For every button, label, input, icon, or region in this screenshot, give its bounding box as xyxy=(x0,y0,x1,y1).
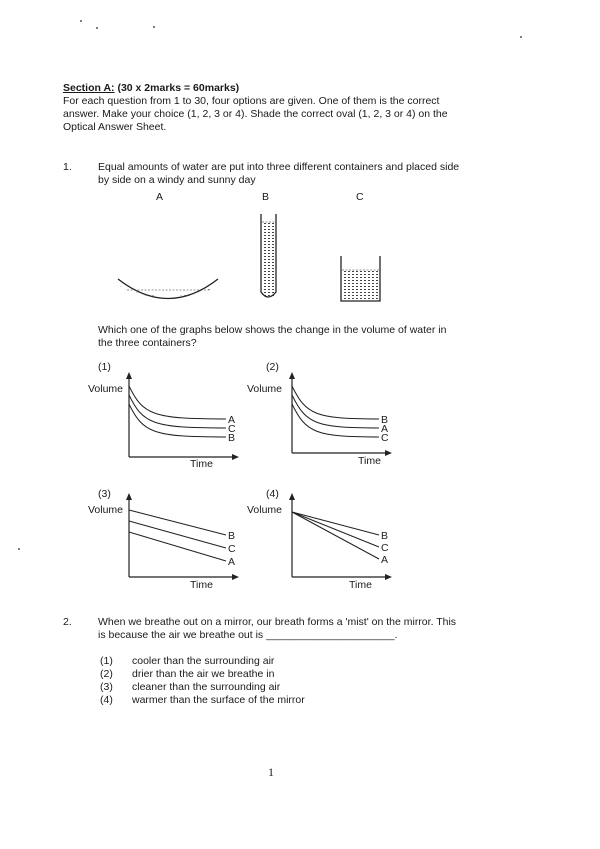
graph-3-series-line-1 xyxy=(129,510,226,535)
graph-4-series-label-1: B xyxy=(381,530,389,542)
question-2-stem-line-2 xyxy=(98,629,398,642)
graph-1-y-axis-arrow xyxy=(126,372,132,379)
page-number: 1 xyxy=(268,765,274,779)
graph-2-xlabel: Time xyxy=(358,455,381,467)
graph-2-ylabel: Volume xyxy=(247,383,283,395)
graph-2-y-axis-arrow xyxy=(289,372,295,379)
graph-3-series-label-1: B xyxy=(228,530,236,542)
section-instructions-line-2: answer. Make your choice (1, 2, 3 or 4). Shade the correct oval (1, 2, 3 or 4) on the xyxy=(63,108,448,120)
graph-1-xlabel: Time xyxy=(190,458,213,470)
graph-2-series-line-1 xyxy=(292,386,379,419)
option-4-number: (4) xyxy=(100,694,113,706)
question-1-prompt-line-2: the three containers? xyxy=(98,337,197,349)
graph-2-series-label-2: A xyxy=(381,423,389,435)
graph-2-series-label-1: B xyxy=(381,414,389,426)
question-1-stem-line-1: Equal amounts of water are put into three different containers and placed side xyxy=(98,161,460,173)
container-label-a: A xyxy=(156,191,164,203)
section-instructions-line-1: For each question from 1 to 30, four options are given. One of them is the correct xyxy=(63,95,440,107)
graph-4-x-axis-arrow xyxy=(385,574,392,580)
option-4 xyxy=(100,694,400,707)
container-label-c: C xyxy=(356,191,364,203)
graph-2-x-axis-arrow xyxy=(385,450,392,456)
graph-3-x-axis-arrow xyxy=(232,574,239,580)
option-2 xyxy=(100,668,400,681)
option-2-text: drier than the air we breathe in xyxy=(132,668,275,680)
section-title: Section A: xyxy=(63,82,115,94)
option-1 xyxy=(100,655,400,668)
option-3-text: cleaner than the surrounding air xyxy=(132,681,281,693)
graph-4-ylabel: Volume xyxy=(247,504,283,516)
question-1-stem-line-2: by side on a windy and sunny day xyxy=(98,174,256,186)
option-4-text: warmer than the surface of the mirror xyxy=(132,694,305,706)
graph-2-number: (2) xyxy=(266,361,279,373)
option-1-number: (1) xyxy=(100,655,113,667)
graph-2-series-line-3 xyxy=(292,404,379,437)
question-2-number: 2. xyxy=(63,616,72,628)
graph-4-series-line-3 xyxy=(292,512,379,559)
graph-3-series-label-2: C xyxy=(228,543,236,555)
graph-3-number: (3) xyxy=(98,488,111,500)
graph-1-series-label-3: B xyxy=(228,432,236,444)
graph-3-series-line-3 xyxy=(129,532,226,561)
option-3-number: (3) xyxy=(100,681,113,693)
graph-4-y-axis-arrow xyxy=(289,493,295,500)
question-1-number: 1. xyxy=(63,161,72,173)
graph-3-series-label-3: A xyxy=(228,556,236,568)
question-2-stem-line-1: When we breathe out on a mirror, our breath forms a 'mist' on the mirror. This xyxy=(98,616,457,628)
option-1-text: cooler than the surrounding air xyxy=(132,655,275,667)
question-1-prompt-line-1: Which one of the graphs below shows the change in the volume of water in xyxy=(98,324,447,336)
graph-4-xlabel: Time xyxy=(349,579,372,591)
graph-1-series-line-1 xyxy=(129,386,226,419)
graph-1-series-line-3 xyxy=(129,404,226,437)
graph-4-series-label-3: A xyxy=(381,554,389,566)
graph-3-y-axis-arrow xyxy=(126,493,132,500)
graph-1-number: (1) xyxy=(98,361,111,373)
graph-2-series-label-3: C xyxy=(381,432,389,444)
graph-1-x-axis-arrow xyxy=(232,454,239,460)
graph-1-series-label-1: A xyxy=(228,414,236,426)
graph-1-series-label-2: C xyxy=(228,423,236,435)
graph-4-number: (4) xyxy=(266,488,279,500)
graph-4-series-line-2 xyxy=(292,512,379,547)
question-2-stem-text: is because the air we breathe out is xyxy=(98,629,264,641)
graph-1-ylabel: Volume xyxy=(88,383,124,395)
option-2-number: (2) xyxy=(100,668,113,680)
section-instructions-line-3: Optical Answer Sheet. xyxy=(63,121,167,133)
container-label-b: B xyxy=(262,191,270,203)
graph-3-ylabel: Volume xyxy=(88,504,124,516)
graph-3-xlabel: Time xyxy=(190,579,213,591)
option-3 xyxy=(100,681,400,694)
answer-blank: ______________________. xyxy=(266,629,398,641)
graph-1-series-line-2 xyxy=(129,395,226,428)
graph-4-series-label-2: C xyxy=(381,542,389,554)
section-marks: (30 x 2marks = 60marks) xyxy=(117,82,240,94)
graph-4-series-line-1 xyxy=(292,512,379,535)
graph-2-series-line-2 xyxy=(292,395,379,428)
graph-3-series-line-2 xyxy=(129,521,226,548)
